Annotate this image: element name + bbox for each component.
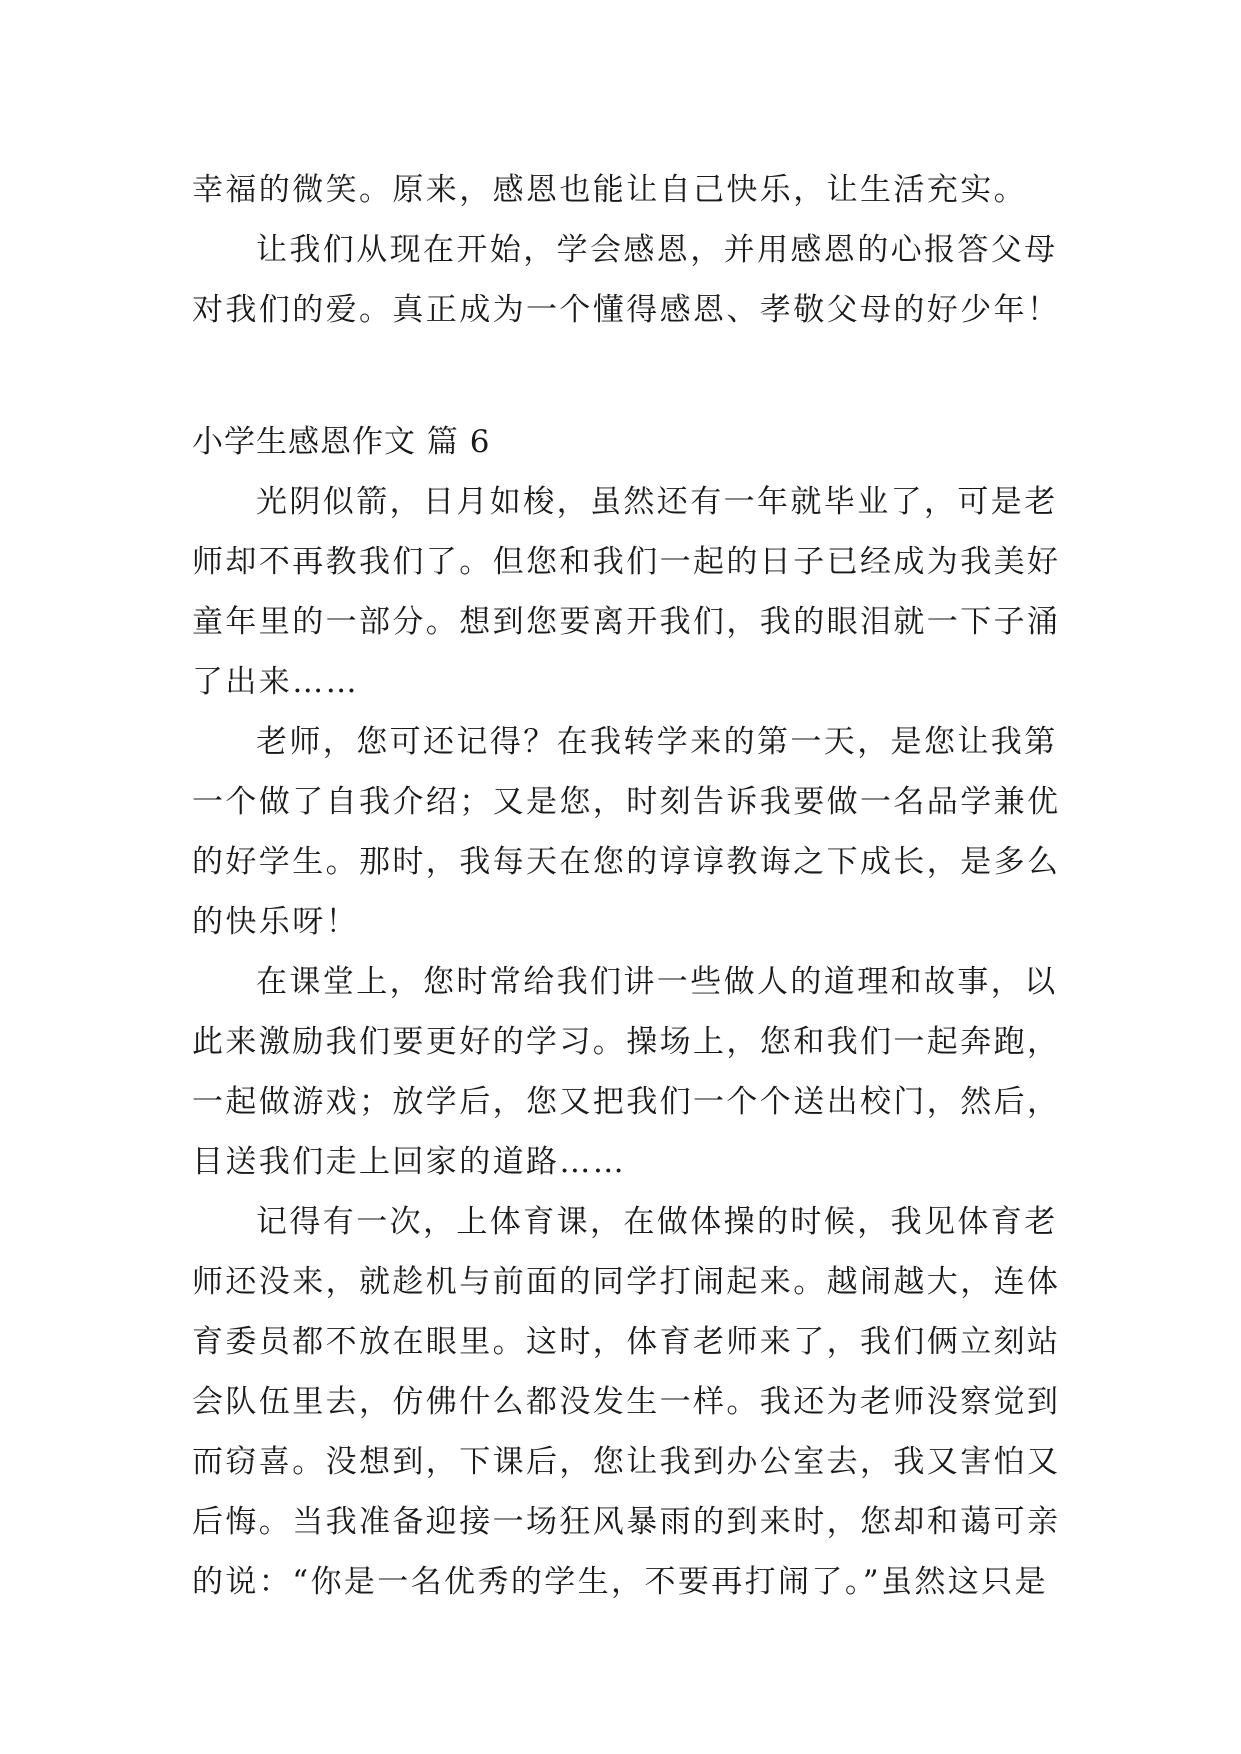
text-line: 此来激励我们要更好的学习。操场上，您和我们一起奔跑， bbox=[192, 1024, 1060, 1060]
section-title: 小学生感恩作文 篇 6 bbox=[192, 424, 491, 460]
text-line: 一起做游戏；放学后，您又把我们一个个送出校门，然后， bbox=[192, 1084, 1060, 1120]
text-line: 记得有一次，上体育课，在做体操的时候，我见体育老 bbox=[256, 1204, 1058, 1240]
document-page bbox=[192, 160, 1060, 1612]
text-line: 让我们从现在开始，学会感恩，并用感恩的心报答父母 bbox=[256, 232, 1058, 268]
text-line: 而窃喜。没想到，下课后，您让我到办公室去，我又害怕又 bbox=[192, 1444, 1060, 1480]
text-line: 的说：“你是一名优秀的学生，不要再打闹了。”虽然这只是 bbox=[192, 1564, 1048, 1600]
text-line: 师却不再教我们了。但您和我们一起的日子已经成为我美好 bbox=[192, 544, 1060, 580]
text-line: 的快乐呀！ bbox=[192, 904, 359, 940]
text-line: 在课堂上，您时常给我们讲一些做人的道理和故事，以 bbox=[256, 964, 1058, 1000]
text-line: 师还没来，就趁机与前面的同学打闹起来。越闹越大，连体 bbox=[192, 1264, 1060, 1300]
text-line: 的好学生。那时，我每天在您的谆谆教诲之下成长，是多么 bbox=[192, 844, 1060, 880]
text-line: 会队伍里去，仿佛什么都没发生一样。我还为老师没察觉到 bbox=[192, 1384, 1060, 1420]
text-line: 童年里的一部分。想到您要离开我们，我的眼泪就一下子涌 bbox=[192, 604, 1060, 640]
text-line: 光阴似箭，日月如梭，虽然还有一年就毕业了，可是老 bbox=[256, 484, 1058, 520]
text-line: 育委员都不放在眼里。这时，体育老师来了，我们俩立刻站 bbox=[192, 1324, 1060, 1360]
text-line: 一个做了自我介绍；又是您，时刻告诉我要做一名品学兼优 bbox=[192, 784, 1060, 820]
text-line: 对我们的爱。真正成为一个懂得感恩、孝敬父母的好少年！ bbox=[192, 292, 1060, 328]
text-line: 了出来…… bbox=[192, 664, 359, 700]
text-line: 后悔。当我准备迎接一场狂风暴雨的到来时，您却和蔼可亲 bbox=[192, 1504, 1060, 1540]
text-line: 幸福的微笑。原来，感恩也能让自己快乐，让生活充实。 bbox=[192, 172, 1027, 208]
text-line: 目送我们走上回家的道路…… bbox=[192, 1144, 627, 1180]
text-line: 老师，您可还记得？在我转学来的第一天，是您让我第 bbox=[256, 724, 1058, 760]
section-gap bbox=[192, 340, 1060, 412]
